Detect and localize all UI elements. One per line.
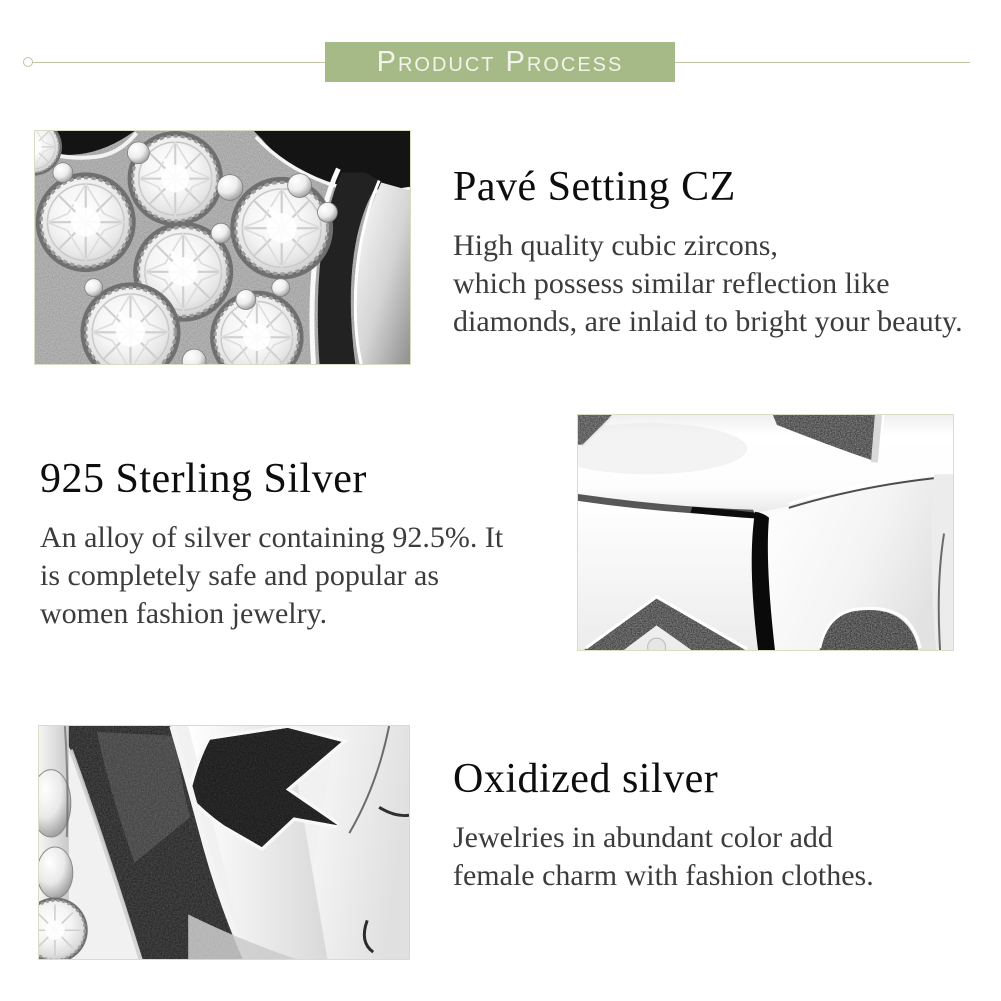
divider-end-dot-icon (23, 57, 33, 67)
section-sterling-silver (40, 456, 540, 633)
section-body (453, 227, 983, 341)
oxidized-silver-image (39, 726, 409, 959)
section-pave-cz (453, 164, 983, 341)
section-body (453, 819, 983, 895)
body-line: diamonds, are inlaid to bright your beauty. (453, 305, 963, 339)
right-edge-face (932, 474, 953, 650)
oxidized-silver-photo (38, 725, 410, 960)
section-banner (325, 42, 675, 82)
sterling-silver-image (578, 415, 953, 650)
section-title: Pavé Setting CZ (453, 164, 736, 210)
polished-star-edge (312, 169, 410, 364)
pave-cz-photo (34, 130, 411, 365)
body-line: which possess similar reflection like (453, 267, 890, 301)
body-line: High quality cubic zircons, (453, 229, 778, 263)
section-title: Oxidized silver (453, 756, 719, 802)
pave-cz-image (35, 131, 410, 364)
body-line: Jewelries in abundant color add (453, 821, 833, 855)
sterling-silver-photo (577, 414, 954, 651)
body-line: female charm with fashion clothes. (453, 859, 874, 893)
section-body (40, 519, 540, 633)
page-title: Product Process (376, 45, 624, 78)
body-line: women fashion jewelry. (40, 597, 328, 631)
section-title: 925 Sterling Silver (40, 456, 367, 502)
section-oxidized-silver (453, 756, 983, 895)
body-line: An alloy of silver containing 92.5%. It (40, 521, 504, 555)
body-line: is completely safe and popular as (40, 559, 440, 593)
